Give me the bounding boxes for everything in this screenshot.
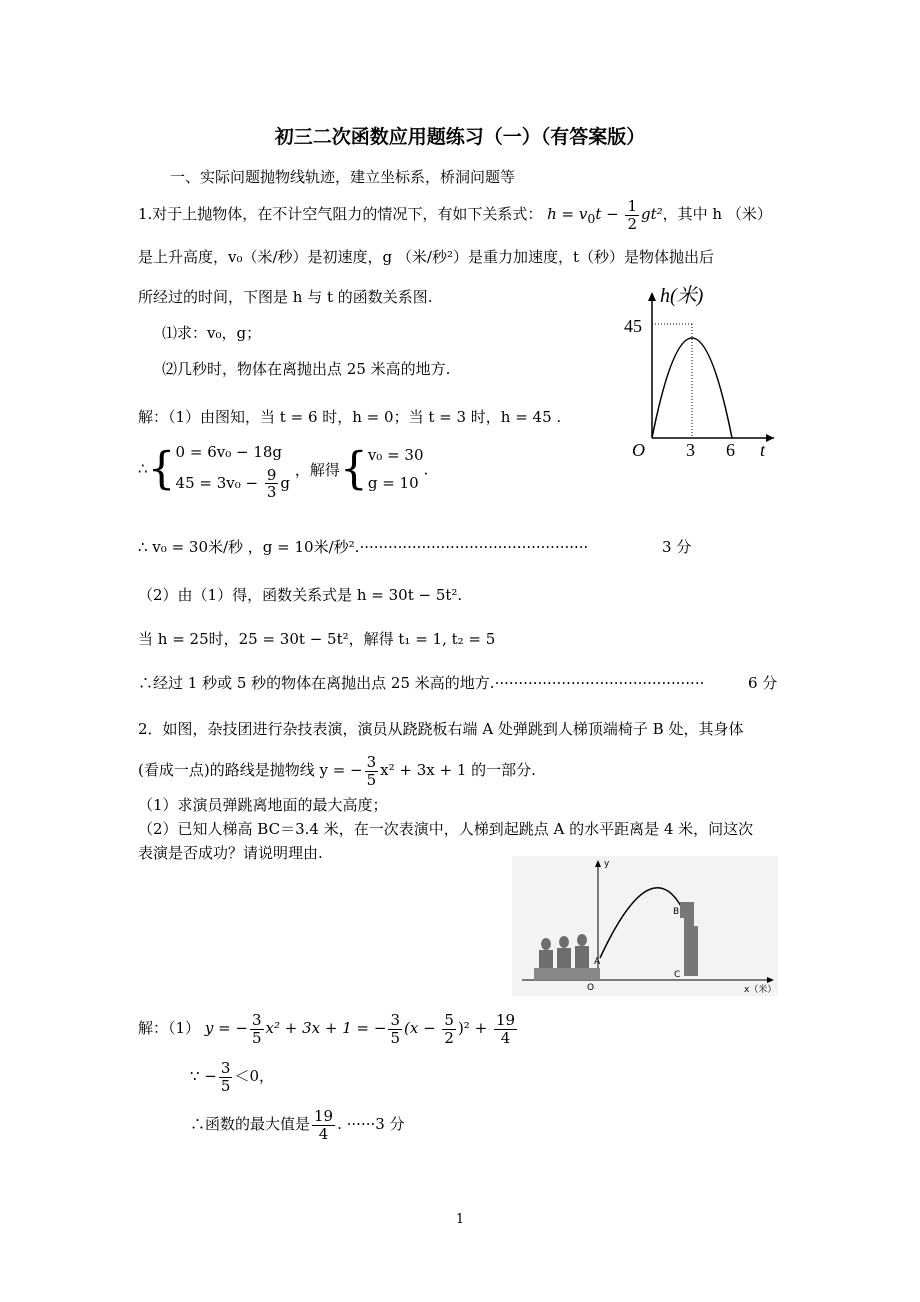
point-a-label: A (594, 957, 601, 967)
page-number: 1 (455, 1212, 465, 1227)
acrobat-figure (512, 856, 778, 996)
q2-sub1: （1）求演员弹跳离地面的最大高度； (138, 796, 388, 814)
q2-max: ∴函数的最大值是 $\frac{19}{4}$ . ······3 分 (190, 1107, 405, 1143)
q1-line3: 所经过的时间，下图是 h 与 t 的函数关系图. (138, 288, 433, 306)
q1-sys-line1: 0 = 6v₀ − 18g (175, 443, 283, 461)
y-tick-45: 45 (624, 316, 642, 336)
x-tick-3: 3 (686, 440, 695, 460)
page-title: 初三二次函数应用题练习（一）（有答案版） (274, 126, 646, 148)
q1-formula-rest: t − (595, 205, 624, 223)
section-heading: 一、实际问题抛物线轨迹，建立坐标系，桥洞问题等 (170, 168, 516, 186)
y-axis-label: h(米) (660, 285, 704, 307)
q1-formula-h: h = v (547, 205, 588, 223)
q1-sub1: ⑴求：v₀，g； (162, 324, 262, 342)
q1-line2: 是上升高度，v₀（米/秒）是初速度，g （米/秒²）是重力加速度，t（秒）是物体抛出后 (138, 248, 715, 266)
x-axis-label: x（米） (744, 985, 777, 995)
x-tick-6: 6 (726, 440, 735, 460)
q1-sol2c: ∴经过 1 秒或 5 秒的物体在离抛出点 25 米高的地方.············································ (138, 674, 705, 692)
q1-sys-line2a: 45 = 3v₀ − (175, 473, 263, 492)
q1-score1: 3 分 (662, 538, 692, 556)
y-axis-label: y (604, 859, 610, 869)
q2-line2: (看成一点)的路线是抛物线 y = − $\frac{3}{5}$ x² + 3x + 1 的一部分. (138, 753, 536, 789)
therefore-symbol: ∴ (138, 459, 148, 478)
dotted-leader: ················································ (359, 538, 589, 556)
q1-formula-frac: $\frac{1}{2}$ (627, 197, 637, 233)
q1-res-line2: g = 10 (367, 474, 419, 493)
q1-line1-suffix: ，其中 h （米） (662, 205, 772, 223)
q2-line1: 2．如图，杂技团进行杂技表演，演员从跷跷板右端 A 处弹跳到人梯顶端椅子 B 处，其身体 (138, 720, 744, 738)
q1-sol2b: 当 h = 25时，25 = 30t − 5t²，解得 t₁ = 1, t₂ = 5 (138, 630, 496, 648)
q1-sys-line2b: g (280, 473, 291, 492)
x-axis-label: t (760, 440, 766, 460)
point-c-label: C (674, 970, 681, 980)
q1-answer1: ∴ v₀ = 30米/秒 ，g = 10米/秒².················································ (138, 538, 589, 556)
q2-sub2a: （2）已知人梯高 BC＝3.4 米，在一次表演中，人梯到起跳点 A 的水平距离是 4 米，问这次 (138, 820, 754, 838)
q1-sub2: ⑵几秒时，物体在离抛出点 25 米高的地方. (162, 360, 451, 378)
origin-label: O (587, 983, 595, 993)
origin-label: O (632, 440, 645, 460)
q1-res-line1: v₀ = 30 (367, 445, 424, 464)
q1-sol2a: （2）由（1）得，函数关系式是 h = 30t − 5t². (138, 586, 463, 604)
q1-formula-tail: gt² (641, 205, 663, 223)
q1-sys-mid: ，解得 (294, 460, 340, 479)
q2-because: ∵ − $\frac{3}{5}$ ＜0， (190, 1059, 274, 1095)
dotted-leader: ············································ (494, 674, 705, 692)
q1-system: ∴{0 = 6v₀ − 18g 45 = 3v₀ − $\frac{9}{3}$ g ，解得{v₀ = 30 g = 10. (138, 443, 429, 501)
q2-sub2b: 表演是否成功？请说明理由. (138, 844, 323, 862)
q1-line1-prefix: 1.对于上抛物体，在不计空气阻力的情况下，有如下关系式： (138, 205, 543, 223)
h-t-graph (618, 282, 778, 462)
q1-score2: 6 分 (748, 674, 778, 692)
q1-sol1: 解：（1）由图知，当 t = 6 时，h = 0；当 t = 3 时，h = 45 . (138, 408, 562, 426)
q1-line1: 1.对于上抛物体，在不计空气阻力的情况下，有如下关系式： $h = v_0t$ − $\frac{1}{2}$ gt²，其中 h （米） (138, 197, 772, 233)
q2-solution-line1: 解：（1） y = − $\frac{3}{5}$ x² + 3x + 1 = − $\frac{3}{5}$ (x − $\frac{5}{2}$ )² + $\frac{19}{4}$ (138, 1011, 516, 1047)
point-b-label: B (673, 907, 680, 917)
